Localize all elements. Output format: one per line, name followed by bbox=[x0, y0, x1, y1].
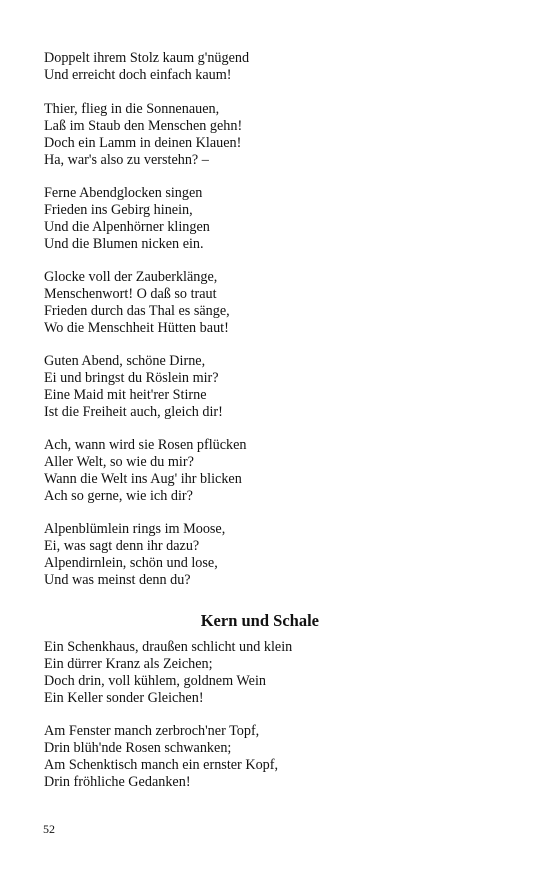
verse-line: Ach, wann wird sie Rosen pflücken bbox=[44, 437, 247, 453]
stanza bbox=[44, 101, 242, 169]
verse-line: Ein dürrer Kranz als Zeichen; bbox=[44, 656, 213, 672]
verse-line: Am Schenktisch manch ein ernster Kopf, bbox=[44, 757, 279, 773]
verse-line: Ei, was sagt denn ihr dazu? bbox=[44, 538, 200, 554]
verse-line: Alpendirnlein, schön und lose, bbox=[44, 555, 218, 571]
poem-title: Kern und Schale bbox=[200, 611, 319, 630]
page-number: 52 bbox=[43, 822, 55, 836]
stanza bbox=[44, 521, 225, 589]
stanza bbox=[44, 50, 249, 84]
verse-line: Ein Keller sonder Gleichen! bbox=[44, 690, 204, 706]
verse-line: Ist die Freiheit auch, gleich dir! bbox=[44, 404, 223, 420]
verse-line: Doch drin, voll kühlem, goldnem Wein bbox=[44, 673, 267, 689]
verse-line: Wann die Welt ins Aug' ihr blicken bbox=[44, 471, 242, 487]
verse-line: Ei und bringst du Röslein mir? bbox=[44, 370, 219, 386]
verse-line: Drin fröhliche Gedanken! bbox=[44, 774, 191, 790]
verse-line: Ach so gerne, wie ich dir? bbox=[44, 488, 193, 504]
verse-line: Doch ein Lamm in deinen Klauen! bbox=[44, 135, 242, 151]
verse-line: Glocke voll der Zauberklänge, bbox=[44, 269, 218, 285]
verse-line: Und was meinst denn du? bbox=[44, 572, 191, 588]
verse-line: Und die Blumen nicken ein. bbox=[44, 236, 204, 252]
verse-line: Am Fenster manch zerbroch'ner Topf, bbox=[44, 723, 260, 739]
verse-line: Drin blüh'nde Rosen schwanken; bbox=[44, 740, 232, 756]
verse-line: Wo die Menschheit Hütten baut! bbox=[44, 320, 229, 336]
verse-line: Ferne Abendglocken singen bbox=[44, 185, 203, 201]
verse-line: Ha, war's also zu verstehn? – bbox=[44, 152, 209, 168]
verse-line: Eine Maid mit heit'rer Stirne bbox=[44, 387, 207, 403]
verse-line: Guten Abend, schöne Dirne, bbox=[44, 353, 206, 369]
verse-line: Aller Welt, so wie du mir? bbox=[44, 454, 194, 470]
verse-line: Menschenwort! O daß so traut bbox=[44, 286, 217, 302]
verse-line: Und die Alpenhörner klingen bbox=[44, 219, 210, 235]
stanza bbox=[44, 639, 292, 707]
verse-line: Thier, flieg in die Sonnenauen, bbox=[44, 101, 220, 117]
stanza bbox=[44, 185, 210, 253]
stanza bbox=[44, 437, 247, 505]
verse-line: Frieden ins Gebirg hinein, bbox=[44, 202, 193, 218]
stanza bbox=[44, 723, 278, 791]
verse-line: Und erreicht doch einfach kaum! bbox=[44, 67, 232, 83]
verse-line: Laß im Staub den Menschen gehn! bbox=[44, 118, 243, 134]
verse-line: Ein Schenkhaus, draußen schlicht und klein bbox=[44, 639, 293, 655]
stanza bbox=[44, 353, 223, 421]
stanza bbox=[44, 269, 230, 337]
verse-line: Alpenblümlein rings im Moose, bbox=[44, 521, 226, 537]
verse-line: Doppelt ihrem Stolz kaum g'nügend bbox=[44, 50, 250, 66]
verse-line: Frieden durch das Thal es sänge, bbox=[44, 303, 230, 319]
